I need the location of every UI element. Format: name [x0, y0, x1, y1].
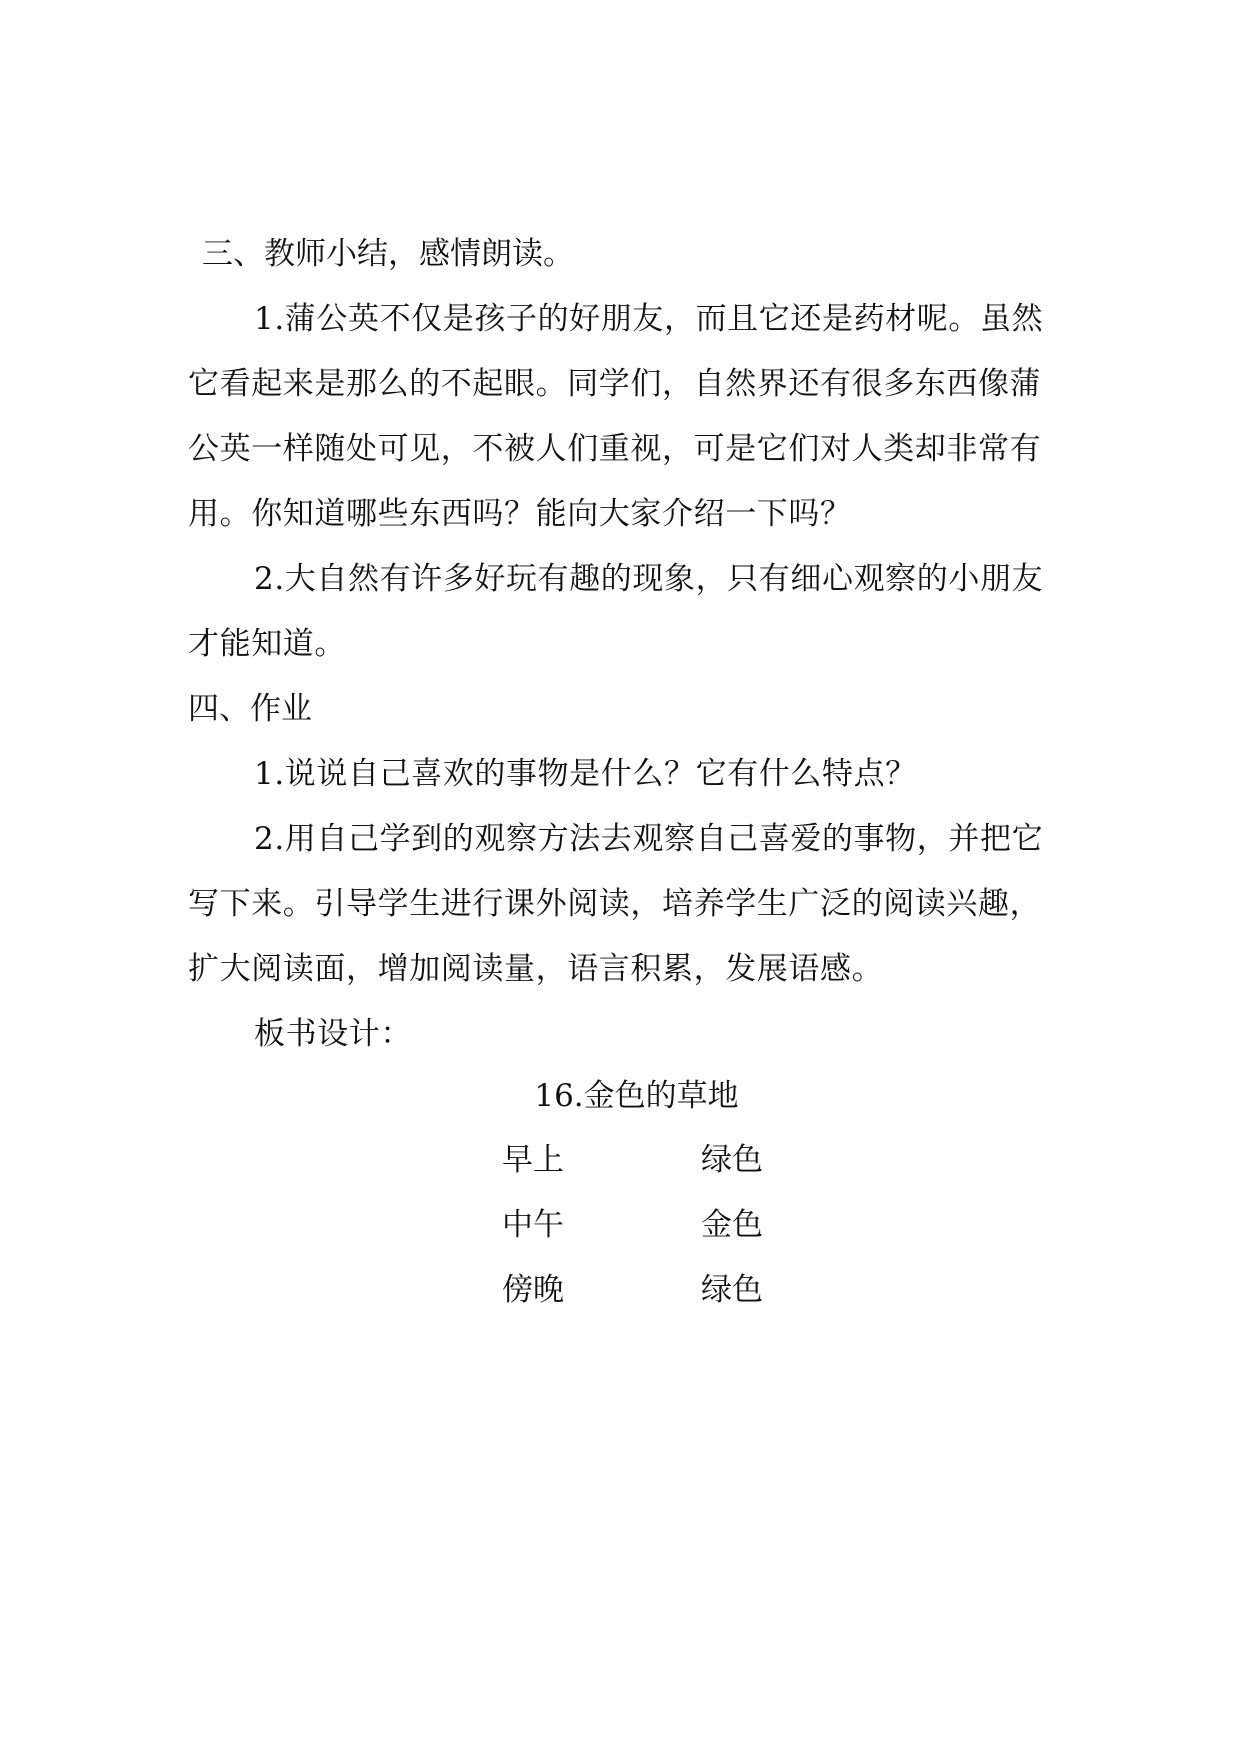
board-row: [502, 1258, 763, 1323]
board-row: [502, 1128, 763, 1193]
board-row: [502, 1193, 763, 1258]
board-design-label: 板书设计：: [254, 1016, 412, 1052]
paragraph-homework-2: 2.用自己学到的观察方法去观察自己喜爱的事物，并把它写下来。引导学生进行课外阅读，培养学生广泛的阅读兴趣，扩大阅读面，增加阅读量，语言积累，发展语感。: [188, 821, 1044, 987]
section-heading-summary: 三、教师小结，感情朗读。: [202, 236, 574, 272]
board-title: 16.金色的草地: [534, 1078, 739, 1114]
board-color: 金色: [701, 1207, 763, 1243]
document-body: [188, 222, 1054, 1067]
paragraph-homework-1: 1.说说自己喜欢的事物是什么？它有什么特点？: [254, 756, 917, 792]
paragraph-nature: 2.大自然有许多好玩有趣的现象，只有细心观察的小朋友才能知道。: [188, 561, 1044, 662]
section-heading-homework: 四、作业: [188, 691, 312, 727]
board-time: 傍晚: [502, 1272, 564, 1308]
board-color: 绿色: [701, 1142, 763, 1178]
paragraph-dandelion: 1.蒲公英不仅是孩子的好朋友，而且它还是药材呢。虽然它看起来是那么的不起眼。同学们，自然界还有很多东西像蒲公英一样随处可见，不被人们重视，可是它们对人类却非常有用。你知道哪些东西吗？能向大家介绍一下吗？: [188, 301, 1044, 532]
board-color: 绿色: [701, 1272, 763, 1308]
board-time: 早上: [502, 1142, 564, 1178]
board-time: 中午: [502, 1207, 564, 1243]
board-table: [502, 1128, 763, 1323]
